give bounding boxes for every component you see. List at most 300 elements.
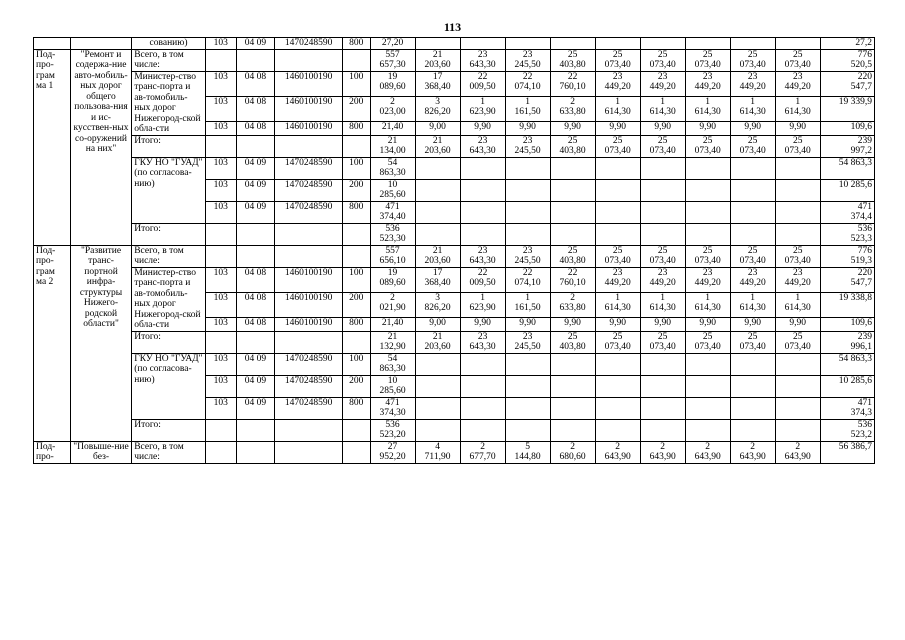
table-cell: 2 643,90 [775,441,820,463]
table-cell [415,38,460,50]
table-cell [775,353,820,375]
table-cell: 22 009,50 [460,267,505,292]
table-cell: 9,90 [730,122,775,135]
table-cell: 1 623,90 [460,96,505,121]
table-cell [236,419,275,441]
table-cell: Всего, в том числе: [132,441,206,463]
table-cell: 776 520,5 [820,49,874,71]
table-cell: 04 08 [236,96,275,121]
table-cell [685,38,730,50]
table-cell: 109,6 [820,318,874,331]
table-cell: 1 614,30 [595,292,640,317]
table-cell: 23 643,30 [460,49,505,71]
table-cell: Итого: [132,419,206,441]
table-cell: 557 656,10 [370,245,415,267]
table-cell [342,245,370,267]
table-cell: 239 997,2 [820,135,874,157]
table-cell: 04 09 [236,201,275,223]
table-cell: 800 [342,318,370,331]
table-cell [275,245,343,267]
budget-table [33,37,875,464]
table-cell: 25 073,40 [640,49,685,71]
table-cell [342,331,370,353]
table-cell: 471 374,30 [370,397,415,419]
table-cell [505,375,550,397]
table-cell: 536 523,20 [370,419,415,441]
table-cell [640,179,685,201]
table-cell [505,157,550,179]
table-cell [550,201,595,223]
table-cell [595,353,640,375]
table-cell: 1 614,30 [595,96,640,121]
table-cell [236,441,275,463]
table-cell [685,201,730,223]
table-cell: 1 614,30 [775,292,820,317]
table-cell: 25 403,80 [550,49,595,71]
table-cell: 23 449,20 [595,267,640,292]
table-cell: 22 074,10 [505,71,550,96]
table-cell: 25 073,40 [730,245,775,267]
table-cell: 1460100190 [275,96,343,121]
table-cell: 471 374,40 [370,201,415,223]
table-cell: 103 [205,397,236,419]
table-cell: 800 [342,201,370,223]
table-cell: 23 245,50 [505,135,550,157]
table-cell: 9,00 [415,122,460,135]
table-cell: 25 073,40 [640,331,685,353]
table-cell [205,49,236,71]
table-cell: 04 08 [236,318,275,331]
table-cell: 557 657,30 [370,49,415,71]
table-cell: 17 368,40 [415,71,460,96]
table-cell: 9,90 [505,122,550,135]
table-cell [275,223,343,245]
table-cell: 471 374,3 [820,397,874,419]
table-cell [460,353,505,375]
table-cell: ГКУ НО "ГУАД" (по согласова-нию) [132,157,206,223]
table-cell: 1460100190 [275,71,343,96]
table-cell: 54 863,30 [370,353,415,375]
table-cell: Под- про- грам ма 1 [34,49,71,245]
table-cell [342,135,370,157]
table-cell: 2 643,90 [595,441,640,463]
table-cell: 103 [205,292,236,317]
table-cell: 25 073,40 [685,331,730,353]
table-cell: 100 [342,353,370,375]
table-cell: Итого: [132,223,206,245]
table-cell [275,419,343,441]
table-cell: 2 643,90 [685,441,730,463]
table-cell [236,245,275,267]
table-cell [505,38,550,50]
table-cell: 200 [342,375,370,397]
table-cell [415,201,460,223]
table-cell [550,397,595,419]
table-cell: 536 523,2 [820,419,874,441]
table-cell [460,38,505,50]
table-cell: 1460100190 [275,318,343,331]
table-cell: 2 021,90 [370,292,415,317]
table-cell [415,375,460,397]
table-cell [342,223,370,245]
table-cell [415,157,460,179]
table-row [34,157,875,179]
table-cell: 25 073,40 [685,245,730,267]
table-cell: 100 [342,267,370,292]
table-cell: 17 368,40 [415,267,460,292]
table-cell: 9,90 [550,122,595,135]
table-row [34,419,875,441]
table-cell: 9,90 [685,318,730,331]
table-cell [775,38,820,50]
table-cell: 103 [205,375,236,397]
table-cell: "Ремонт и содержа-ние авто-мобиль-ных дорог общего пользова-ния и ис-кусствен-ных со-оружений на них" [70,49,131,245]
table-cell: 1460100190 [275,122,343,135]
table-cell: 25 073,40 [595,135,640,157]
table-cell [205,441,236,463]
table-cell: 23 643,30 [460,135,505,157]
table-cell [342,49,370,71]
table-cell: 1 614,30 [685,96,730,121]
table-row [34,267,875,292]
table-cell: 9,90 [460,122,505,135]
table-cell: 04 09 [236,397,275,419]
table-cell [205,223,236,245]
table-cell [595,201,640,223]
table-cell [275,49,343,71]
table-cell: 25 073,40 [775,245,820,267]
table-cell: 536 523,30 [370,223,415,245]
table-cell: 23 245,50 [505,245,550,267]
table-cell [460,223,505,245]
table-cell: 800 [342,38,370,50]
table-cell: 103 [205,157,236,179]
table-cell [595,223,640,245]
table-cell: 04 09 [236,179,275,201]
table-cell: 23 643,30 [460,331,505,353]
table-cell [460,157,505,179]
table-cell [730,419,775,441]
table-cell: 25 073,40 [685,49,730,71]
table-cell [205,419,236,441]
table-cell [685,375,730,397]
table-cell: ГКУ НО "ГУАД" (по согласова-нию) [132,353,206,419]
table-cell: 21 203,60 [415,331,460,353]
table-cell: 19 339,9 [820,96,874,121]
table-cell: 22 760,10 [550,267,595,292]
table-cell: 25 073,40 [775,49,820,71]
table-cell [70,38,131,50]
table-cell: 1460100190 [275,267,343,292]
table-cell: 1 614,30 [775,96,820,121]
table-cell: 776 519,3 [820,245,874,267]
table-cell [205,135,236,157]
table-cell [236,331,275,353]
table-cell [685,419,730,441]
table-cell [415,397,460,419]
table-cell: 23 245,50 [505,331,550,353]
table-cell: 103 [205,318,236,331]
table-cell: 9,90 [775,318,820,331]
table-cell: 27,2 [820,38,874,50]
table-cell [460,201,505,223]
table-cell [550,375,595,397]
table-cell [505,353,550,375]
table-cell: 21,40 [370,318,415,331]
table-cell [550,157,595,179]
table-cell: 04 09 [236,353,275,375]
table-cell: 9,90 [595,318,640,331]
table-cell [460,397,505,419]
table-cell: 21,40 [370,122,415,135]
table-cell: 239 996,1 [820,331,874,353]
table-cell: 103 [205,179,236,201]
table-cell: 10 285,6 [820,375,874,397]
table-cell: 23 449,20 [640,71,685,96]
table-cell: 103 [205,353,236,375]
table-cell: 25 073,40 [775,331,820,353]
table-cell [342,441,370,463]
table-cell [685,223,730,245]
table-cell [595,179,640,201]
table-cell: 25 073,40 [730,49,775,71]
table-cell [275,331,343,353]
table-cell: 100 [342,71,370,96]
table-cell [640,38,685,50]
table-cell: 21 203,60 [415,135,460,157]
table-cell: 25 073,40 [640,245,685,267]
table-cell [775,223,820,245]
table-cell: 10 285,60 [370,179,415,201]
table-cell: 200 [342,292,370,317]
table-cell [205,331,236,353]
table-cell: 56 386,7 [820,441,874,463]
table-cell [595,38,640,50]
table-cell [730,38,775,50]
table-cell: 23 449,20 [775,267,820,292]
table-cell: 10 285,60 [370,375,415,397]
table-cell [640,419,685,441]
table-cell: 19 089,60 [370,267,415,292]
table-cell: 220 547,7 [820,267,874,292]
table-cell [415,419,460,441]
table-cell [275,441,343,463]
table-cell: 536 523,3 [820,223,874,245]
table-cell: 23 643,30 [460,245,505,267]
table-cell: 2 023,00 [370,96,415,121]
table-cell: 9,90 [460,318,505,331]
table-cell: 23 245,50 [505,49,550,71]
table-cell: 9,90 [775,122,820,135]
table-row [34,49,875,71]
table-cell: 04 08 [236,71,275,96]
table-row [34,223,875,245]
table-cell: 1470248590 [275,179,343,201]
table-cell [775,397,820,419]
table-cell: 25 073,40 [595,245,640,267]
table-cell [595,157,640,179]
table-cell: 22 009,50 [460,71,505,96]
table-cell: Министер-ство транс-порта и ав-томобиль-ных дорог Нижегород-ской обла-сти [132,71,206,135]
table-cell [595,397,640,419]
table-cell: 10 285,6 [820,179,874,201]
table-cell [550,419,595,441]
table-cell: 103 [205,122,236,135]
table-cell: 103 [205,96,236,121]
table-cell [640,157,685,179]
table-cell: 1 161,50 [505,96,550,121]
table-cell [775,201,820,223]
table-cell: 23 449,20 [595,71,640,96]
table-cell [460,179,505,201]
table-cell: 21 134,00 [370,135,415,157]
table-cell [505,419,550,441]
table-cell: 9,90 [640,318,685,331]
table-cell: 04 09 [236,375,275,397]
table-cell [730,201,775,223]
table-cell: 103 [205,71,236,96]
table-cell [505,223,550,245]
table-cell: 04 08 [236,122,275,135]
table-cell: 23 449,20 [730,71,775,96]
table-row [34,331,875,353]
table-cell [730,223,775,245]
table-cell [342,419,370,441]
table-cell: 1 614,30 [730,96,775,121]
table-cell: 04 08 [236,267,275,292]
table-cell: 9,90 [595,122,640,135]
table-cell: 25 403,80 [550,331,595,353]
table-cell: 21 203,60 [415,245,460,267]
table-cell: 9,90 [730,318,775,331]
table-cell: Всего, в том числе: [132,49,206,71]
table-cell [775,179,820,201]
table-cell [550,179,595,201]
table-cell: 25 073,40 [775,135,820,157]
table-cell [415,179,460,201]
table-cell: 54 863,3 [820,157,874,179]
table-cell: Под- про- грам ма 2 [34,245,71,441]
table-cell: Под- про- [34,441,71,463]
table-cell: Всего, в том числе: [132,245,206,267]
table-row [34,135,875,157]
table-cell [550,223,595,245]
table-cell [460,375,505,397]
table-cell: 3 826,20 [415,96,460,121]
table-cell: 2 677,70 [460,441,505,463]
table-cell: Итого: [132,135,206,157]
table-cell [275,135,343,157]
table-cell: 9,00 [415,318,460,331]
table-cell: 2 633,80 [550,96,595,121]
table-cell [730,375,775,397]
table-row [34,353,875,375]
table-cell: 27,20 [370,38,415,50]
table-cell: 25 073,40 [730,135,775,157]
table-cell: 25 403,80 [550,245,595,267]
table-cell [550,353,595,375]
table-cell: 1470248590 [275,353,343,375]
table-cell [730,353,775,375]
table-cell: 2 643,90 [640,441,685,463]
table-cell: 23 449,20 [775,71,820,96]
table-cell: 1470248590 [275,201,343,223]
table-cell [34,38,71,50]
table-cell [640,375,685,397]
table-cell [595,419,640,441]
table-cell: 2 633,80 [550,292,595,317]
table-row [34,245,875,267]
table-cell: 1460100190 [275,292,343,317]
table-cell: 5 144,80 [505,441,550,463]
table-cell: 200 [342,96,370,121]
table-cell [685,397,730,419]
table-cell [460,419,505,441]
table-cell: 22 074,10 [505,267,550,292]
table-cell [775,157,820,179]
table-cell [505,397,550,419]
table-cell: 25 073,40 [595,49,640,71]
table-cell: 9,90 [685,122,730,135]
table-cell: "Повыше-ние без- [70,441,131,463]
table-cell: 22 760,10 [550,71,595,96]
table-cell: 1470248590 [275,397,343,419]
table-cell: 1 161,50 [505,292,550,317]
table-cell [730,397,775,419]
table-cell: 21 132,90 [370,331,415,353]
table-cell [685,179,730,201]
table-cell: 23 449,20 [685,71,730,96]
table-cell: Итого: [132,331,206,353]
table-cell [236,223,275,245]
table-cell: Министер-ство транс-порта и ав-томобиль-ных дорог Нижегород-ской обла-сти [132,267,206,331]
table-cell: 1470248590 [275,375,343,397]
table-cell [415,223,460,245]
table-cell: 25 073,40 [730,331,775,353]
table-cell: 109,6 [820,122,874,135]
table-cell: 200 [342,179,370,201]
table-row [34,38,875,50]
table-cell [640,201,685,223]
table-cell: 1 614,30 [640,96,685,121]
table-cell: 103 [205,267,236,292]
table-cell: 103 [205,38,236,50]
table-cell: 23 449,20 [685,267,730,292]
table-cell: 2 643,90 [730,441,775,463]
table-cell: 800 [342,397,370,419]
table-cell [205,245,236,267]
table-cell: 9,90 [640,122,685,135]
table-cell: 25 073,40 [595,331,640,353]
table-cell [505,179,550,201]
table-cell: 1 614,30 [640,292,685,317]
table-cell [236,135,275,157]
table-cell [236,49,275,71]
table-cell: 3 826,20 [415,292,460,317]
table-cell: 1470248590 [275,157,343,179]
table-cell: 103 [205,201,236,223]
page-number: 113 [443,20,462,34]
table-cell: 23 449,20 [640,267,685,292]
table-cell [550,38,595,50]
table-cell: 25 073,40 [685,135,730,157]
table-cell: 1 614,30 [685,292,730,317]
table-cell: 25 403,80 [550,135,595,157]
table-cell: 04 09 [236,38,275,50]
table-cell: 9,90 [550,318,595,331]
table-cell: 1 623,90 [460,292,505,317]
table-body [34,38,875,464]
